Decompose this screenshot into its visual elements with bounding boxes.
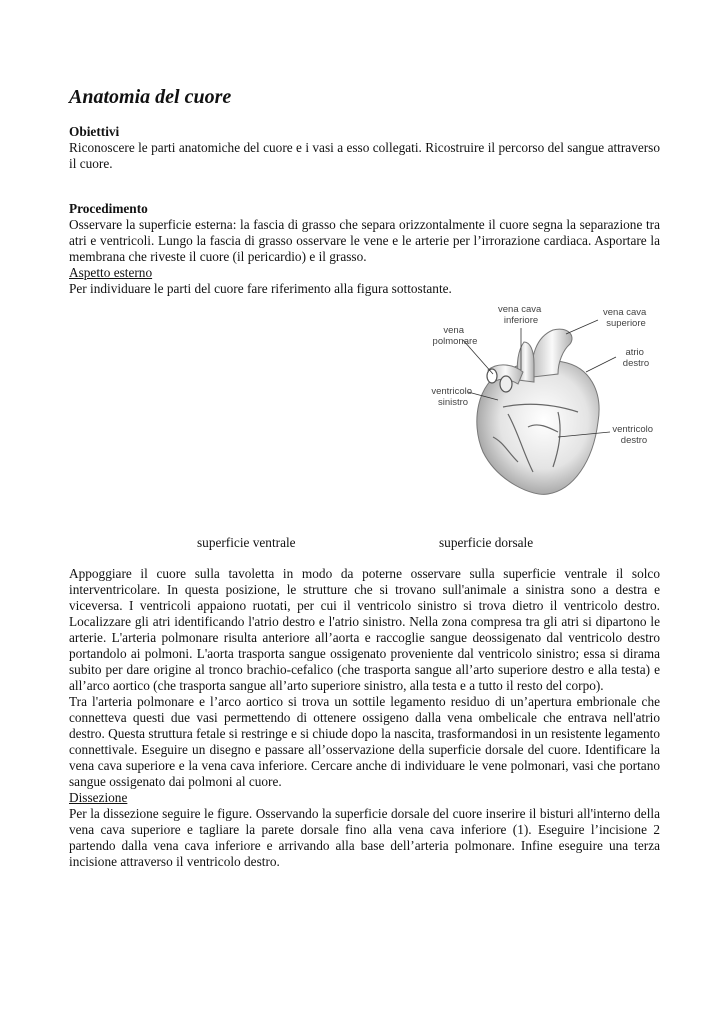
label-ventricolo-sinistro: ventricolo sinistro — [431, 386, 473, 408]
label-vena-cava-superiore: vena cava superiore — [603, 307, 647, 329]
label-ventricolo-destro: ventricolo destro — [612, 424, 654, 446]
caption-superficie-dorsale: superficie dorsale — [439, 535, 534, 550]
label-atrio-destro: atrio destro — [622, 347, 650, 369]
aspetto-esterno-heading: Aspetto esterno — [69, 265, 153, 280]
obiettivi-text: Riconoscere le parti anatomiche del cuore e i vasi a esso collegati. Ricostruire il percorso del sangue attraverso il cuore. — [69, 140, 660, 171]
procedimento-intro: Per individuare le parti del cuore fare riferimento alla figura sottostante. — [69, 281, 452, 296]
section-body — [69, 566, 660, 870]
caption-superficie-ventrale: superficie ventrale — [197, 535, 296, 550]
section-obiettivi — [69, 124, 660, 172]
body-paragraph-2: Tra l'arteria polmonare e l’arco aortico si trova un sottile legamento residuo di un’apertura embrionale che connetteva questi due vasi permettendo di ottenere ossigeno dalla vena ombelicale che entrava nell'atrio destro. Questa struttura fetale si restringe e si chiude dopo la nascita, trasformandosi in un resistente legamento connettivale. Eseguire un disegno e passare all’osservazione della superficie dorsale del cuore. Identificare la vena cava superiore e la vena cava inferiore. Cercare anche di individuare le vene polmonari, vasi che portano sangue ossigenato dai polmoni al cuore. — [69, 694, 660, 789]
label-vena-polmonare: vena polmonare — [432, 325, 478, 347]
body-paragraph-1: Appoggiare il cuore sulla tavoletta in modo da poterne osservare sulla superficie ventrale il solco interventricolare. In questa posizione, le strutture che si trovano sull'animale a sinistra sono a destra e viceversa. I ventricoli appaiono ruotati, per cui il ventricolo sinistro si trova dietro il ventricolo destro. Localizzare gli atri identificando l'atrio destro e l'atrio sinistro. Nella zona compresa tra gli atri si dipartono le arterie. L'arteria polmonare risulta anteriore all’aorta e raccoglie sangue deossigenato dal ventricolo destro portandolo ai polmoni. L'aorta trasporta sangue ossigenato proveniente dal ventricolo sinistro; essa si dirama subito per dare origine al tronco brachio-cefalico (che trasporta sangue all’arto superiore destro e alla testa) e all’arco aortico (che trasporta sangue all’arto superiore sinistro, alla testa e a tutto il resto del corpo). — [69, 566, 660, 693]
obiettivi-heading: Obiettivi — [69, 124, 120, 139]
page-title: Anatomia del cuore — [69, 86, 232, 108]
label-vena-cava-inferiore: vena cava inferiore — [498, 304, 542, 326]
procedimento-text: Osservare la superficie esterna: la fascia di grasso che separa orizzontalmente il cuore segna la separazione tra atri e ventricoli. Lungo la fascia di grasso osservare le vene e le arterie per l’irrorazione cardiaca. Asportare la membrana che riveste il cuore (il pericardio) e il grasso. — [69, 217, 660, 264]
section-procedimento — [69, 201, 660, 297]
heart-diagram — [358, 302, 668, 502]
body-paragraph-3: Per la dissezione seguire le figure. Osservando la superficie dorsale del cuore inserire il bisturi all'interno della vena cava superiore e tagliare la parete dorsale fino alla vena cava inferiore (1). Eseguire l’incisione 2 partendo dalla vena cava inferiore e arrivando alla base dell’arteria polmonare. Infine eseguire una terza incisione attraverso il ventricolo destro. — [69, 806, 660, 869]
dissezione-heading: Dissezione — [69, 790, 128, 805]
procedimento-heading: Procedimento — [69, 201, 148, 216]
